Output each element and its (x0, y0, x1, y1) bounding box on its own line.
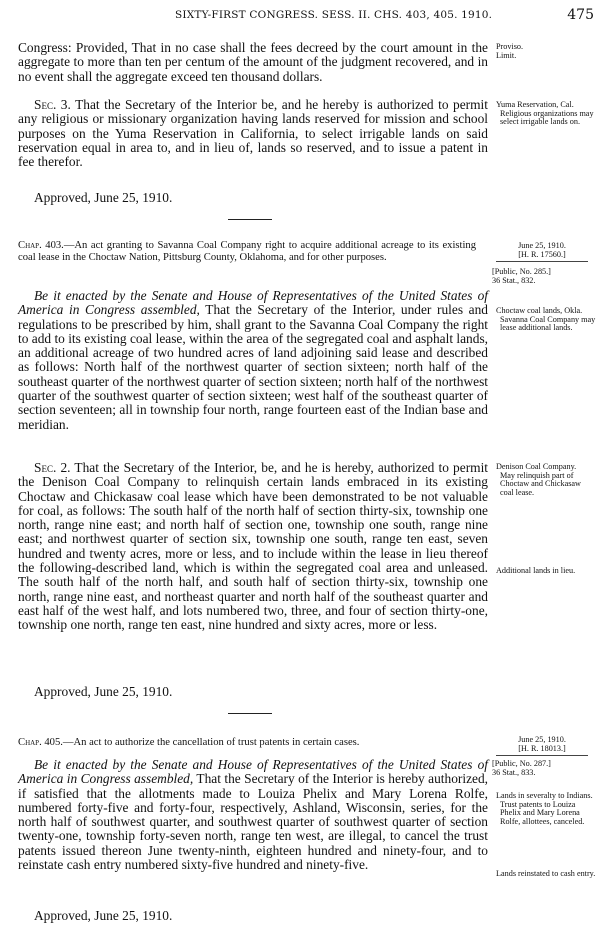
margin-note-sub: Savanna Coal Company may lease additional lands. (500, 314, 596, 333)
page-number: 475 (567, 7, 594, 23)
section-label: Sec. 2. (34, 460, 71, 475)
chapter-403-caption (18, 240, 476, 264)
chapter-403-date-block (488, 241, 596, 262)
approval-date: June 25, 1910. (518, 241, 566, 250)
margin-note-choctaw (496, 307, 596, 333)
margin-note-sub: Limit. (496, 50, 517, 60)
margin-note-main: Lands reinstated to cash entry. (496, 869, 596, 878)
section-text: That the Secretary of the Interior be, and he hereby is authorized to permit any religious or missionary organization having lands reserved for mission and school purposes on the Yuma Reservation in California, to select irrigable lands on said reservation equal in area to, and in lieu of, lands so reserved, and to issue a patent in fee therefor. (18, 97, 488, 170)
chapter-405-citation (488, 759, 600, 777)
approved-line: Approved, June 25, 1910. (34, 684, 173, 699)
section-3-paragraph (18, 98, 488, 169)
public-law-number: [Public, No. 285.] (492, 267, 551, 276)
chapter-label: Chap. 403. (18, 240, 64, 251)
margin-note-sub: Trust patents to Louiza Phelix and Mary Lorena Rolfe, allottees, canceled. (500, 799, 585, 826)
bill-number: [H. R. 18013.] (518, 744, 566, 753)
bill-number: [H. R. 17560.] (518, 250, 566, 259)
section-text: That the Secretary of the Interior, be, and he is hereby, authorized to permit the Denison Coal Company to relinquish certain lands embraced in its existing Choctaw and Chickasaw coal lease which have been demonstrated to be not valuable for coal, as follows: The south half of the north half of section thirty-six, township one north, range nine east; and north half of section one, township one south, range nine east; and northwest quarter of section six, township one south, range ten east, seven hundred and twenty acres, more or less, and to include within the lease in lieu thereof the following-described land, which is within the segregated coal area and unleased. The south half of the north half, and south half of section thirty-six, township one north, range nine east, and northeast quarter and north half of the southeast quarter and east half of the west half, and lots numbered two, three, and four of section thirty-one, township one north, range ten east, nine hundred and sixty acres, more or less. (18, 460, 489, 633)
statute-citation: 36 Stat., 832. (492, 276, 536, 285)
margin-note-sub: May relinquish part of Choctaw and Chickasaw coal lease. (500, 470, 581, 497)
chapter-label: Chap. 405. (18, 737, 63, 748)
margin-note-main: Proviso. (496, 42, 524, 51)
chapter-403-section-1 (18, 289, 488, 432)
margin-note-reinstated (496, 870, 596, 879)
margin-note-sub: Religious organizations may select irrigable lands on. (500, 108, 594, 127)
section-text: That the Secretary of the Interior is hereby authorized, if satisfied that the allotments made to Louiza Phelix and Mary Lorena Rolfe, numbered forty-five and forty-four, respectively, Ashland, Wisconsin, series, for the north half of southwest quarter, and southwest quarter of southwest quarter of section twenty-one, township forty-seven north, range ten west, are illegal, to cancel the trust patents issued thereon June twenty-ninth, eighteen hundred and ninety-four, and to reinstate cash entry numbered sixty-five hundred and ninety-five. (18, 771, 488, 873)
chapter-405-section-1 (18, 758, 488, 872)
chapter-405-caption (18, 737, 476, 749)
approved-line: Approved, June 25, 1910. (34, 190, 173, 205)
approved-line: Approved, June 25, 1910. (34, 908, 173, 923)
chapter-403-section-2 (18, 461, 488, 633)
enacting-clause: Be it enacted by the Senate and House of Representatives of the United States of America in Congress assembled, (18, 757, 488, 787)
chapter-title: —An act granting to Savanna Coal Company right to acquire additional acreage to its existing coal lease in the Choctaw Nation, Pittsburg County, Oklahoma, and for other purposes. (18, 240, 476, 263)
section-text: That the Secretary of the Interior, under rules and regulations to be prescribed by him, shall grant to the Savanna Coal Company the right to add to its existing coal lease, within the area of the segregated coal and asphalt lands, an additional acreage of two hundred acres of land adjoining said lease and described as follows: North half of the northwest quarter of section sixteen; north half of the southeast quarter of the northwest quarter of section sixteen; north half of the northwest quarter of the southwest quarter of section sixteen; west half of the southeast quarter of section seventeen; all in township four north, range fourteen east of the Indian base and meridian. (18, 302, 489, 432)
enacting-clause: Be it enacted by the Senate and House of Representatives of the United States of America in Congress assembled, (18, 288, 488, 318)
margin-note-additional-lands (496, 567, 596, 576)
margin-note-main: Choctaw coal lands, Okla. (496, 306, 583, 315)
chapter-403-citation (488, 267, 600, 285)
margin-note-denison (496, 463, 596, 497)
section-label: Sec. 3. (34, 97, 71, 112)
chapter-405-date-block (488, 735, 596, 756)
margin-note-main: Lands in severalty to Indians. (496, 791, 593, 800)
date-block-rule (496, 261, 588, 262)
running-header (0, 9, 600, 25)
margin-note-main: Denison Coal Company. (496, 462, 577, 471)
divider-rule (228, 713, 272, 714)
date-block-rule (496, 755, 588, 756)
approval-date: June 25, 1910. (518, 735, 566, 744)
public-law-number: [Public, No. 287.] (492, 759, 551, 768)
margin-note-proviso (496, 43, 596, 60)
margin-note-severalty (496, 792, 596, 826)
statute-citation: 36 Stat., 833. (492, 768, 536, 777)
running-title: SIXTY-FIRST CONGRESS. SESS. II. CHS. 403, 405. 1910. (175, 9, 493, 21)
margin-note-main: Yuma Reservation, Cal. (496, 100, 574, 109)
chapter-title: —An act to authorize the cancellation of trust patents in certain cases. (62, 737, 360, 748)
margin-note-yuma (496, 101, 596, 127)
divider-rule (228, 219, 272, 220)
proviso-paragraph: Congress: Provided, That in no case shall the fees decreed by the court amount in the aggregate to more than ten per centum of the amount of the judgment recovered, and in no event shall the aggregate exceed ten thousand dollars. (18, 40, 488, 84)
margin-note-main: Additional lands in lieu. (496, 566, 576, 575)
